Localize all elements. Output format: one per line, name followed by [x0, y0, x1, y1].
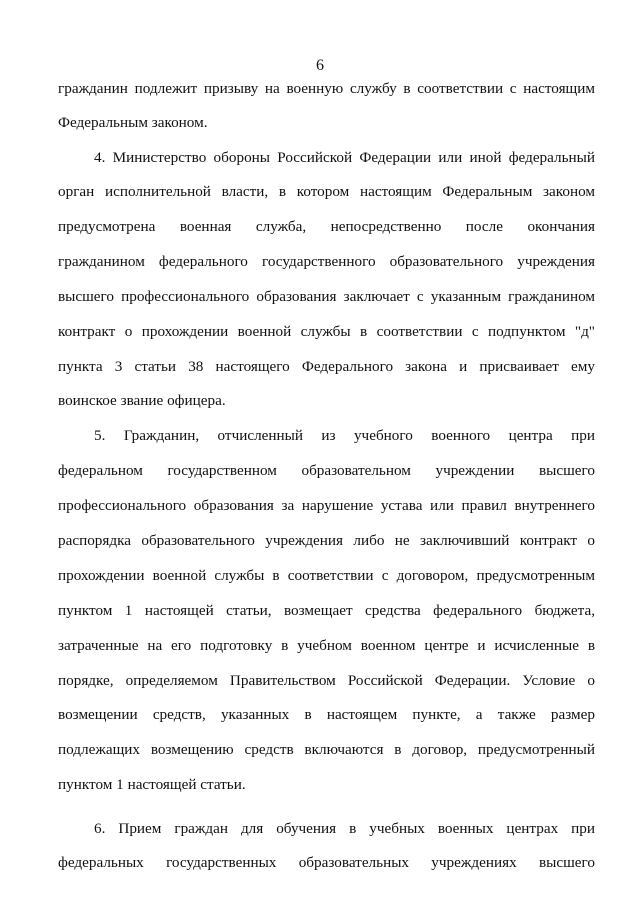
text-line: 4. Министерство обороны Российской Федерации или иной федеральный [94, 149, 595, 166]
text-line: пунктом 1 настоящей статьи, возмещает средства федерального бюджета, [58, 602, 595, 619]
text-line: контракт о прохождении военной службы в соответствии с подпунктом "д" [58, 323, 595, 340]
text-line: пункта 3 статьи 38 настоящего Федерального закона и присваивает ему [58, 358, 595, 375]
text-line: возмещении средств, указанных в настоящем пункте, а также размер [58, 706, 595, 723]
text-line: 5. Гражданин, отчисленный из учебного военного центра при [94, 427, 595, 444]
text-line: федеральном государственном образовательном учреждении высшего [58, 462, 595, 479]
page-number: 6 [316, 57, 324, 74]
text-line: 6. Прием граждан для обучения в учебных военных центрах при [94, 820, 595, 837]
text-line: гражданин подлежит призыву на военную службу в соответствии с настоящим [58, 80, 595, 97]
text-line: порядке, определяемом Правительством Российской Федерации. Условие о [58, 672, 595, 689]
text-line: воинское звание офицера. [58, 392, 226, 409]
text-line: затраченные на его подготовку в учебном военном центре и исчисленные в [58, 637, 595, 654]
text-line: высшего профессионального образования заключает с указанным гражданином [58, 288, 595, 305]
text-line: распорядка образовательного учреждения либо не заключивший контракт о [58, 532, 595, 549]
text-line: подлежащих возмещению средств включаются в договор, предусмотренный [58, 741, 595, 758]
text-line: профессионального образования за нарушение устава или правил внутреннего [58, 497, 595, 514]
text-line: гражданином федерального государственного образовательного учреждения [58, 253, 595, 270]
text-line: прохождении военной службы в соответствии с договором, предусмотренным [58, 567, 595, 584]
text-line: пунктом 1 настоящей статьи. [58, 776, 246, 793]
text-line: федеральных государственных образовательных учреждениях высшего [58, 854, 595, 871]
text-line: Федеральным законом. [58, 114, 208, 131]
text-line: предусмотрена военная служба, непосредственно после окончания [58, 218, 595, 235]
text-line: орган исполнительной власти, в котором настоящим Федеральным законом [58, 183, 595, 200]
